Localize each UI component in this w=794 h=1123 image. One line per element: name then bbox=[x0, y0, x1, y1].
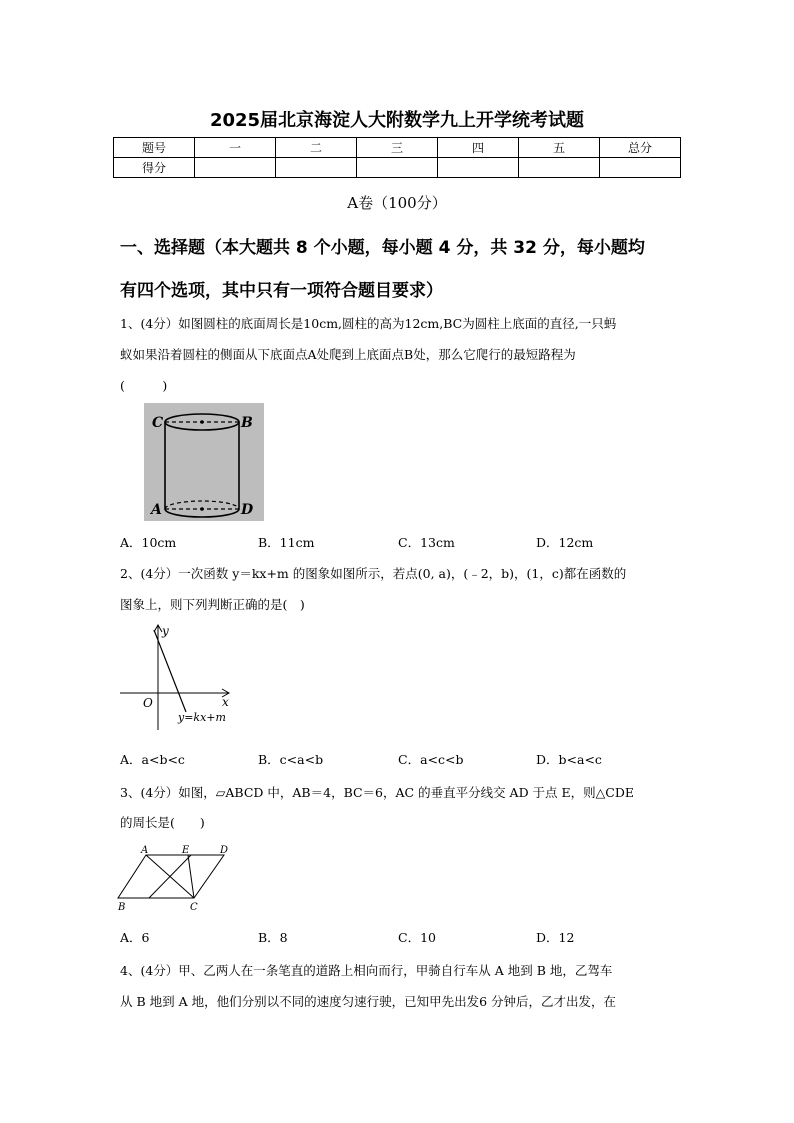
label-y: y bbox=[162, 624, 169, 638]
parallelogram-abcd bbox=[118, 855, 224, 898]
q1-option-a[interactable]: A．10cm bbox=[120, 535, 177, 550]
score-header-cell: 一 bbox=[195, 138, 276, 158]
q4-text-line1: 4、(4分）甲、乙两人在一条笔直的道路上相向而行，甲骑自行车从 A 地到 B 地，乙驾车 bbox=[120, 963, 613, 978]
q3-option-b[interactable]: B．8 bbox=[258, 930, 288, 945]
label-c: C bbox=[190, 902, 198, 913]
q2-option-c[interactable]: C．a<c<b bbox=[398, 752, 464, 767]
section-title: A卷（100分） bbox=[347, 194, 447, 212]
label-origin: O bbox=[143, 696, 153, 710]
q3-parallelogram-figure bbox=[116, 843, 236, 915]
score-cell bbox=[600, 158, 681, 178]
q2-text-line2: 图象上，则下列判断正确的是( ) bbox=[120, 597, 305, 612]
label-x: x bbox=[222, 695, 229, 709]
q3-text-line2: 的周长是( ) bbox=[120, 815, 205, 830]
score-table bbox=[113, 137, 681, 178]
label-d: D bbox=[220, 845, 229, 856]
score-header-cell: 三 bbox=[357, 138, 438, 158]
q2-graph-figure bbox=[118, 620, 240, 730]
score-cell bbox=[195, 158, 276, 178]
q3-text-line1: 3、(4分）如图，▱ABCD 中，AB＝4，BC＝6，AC 的垂直平分线交 AD 于点 E，则△CDE bbox=[120, 785, 634, 800]
label-b: B bbox=[241, 415, 253, 431]
q1-text-line1: 1、(4分）如图圆柱的底面周长是10cm,圆柱的高为12cm,BC为圆柱上底面的直径,一只蚂 bbox=[120, 316, 617, 331]
score-cell bbox=[276, 158, 357, 178]
label-b: B bbox=[118, 902, 126, 913]
perpendicular-bisector bbox=[149, 855, 191, 898]
q1-option-b[interactable]: B．11cm bbox=[258, 535, 315, 550]
label-e: E bbox=[182, 845, 190, 856]
q4-text-line2: 从 B 地到 A 地，他们分别以不同的速度匀速行驶，已知甲先出发6 分钟后，乙才出发，在 bbox=[120, 994, 617, 1009]
score-header-cell: 总分 bbox=[600, 138, 681, 158]
page-title: 2025届北京海淀人大附数学九上开学统考试题 bbox=[209, 110, 585, 131]
q3-option-c[interactable]: C．10 bbox=[398, 930, 436, 945]
q2-option-d[interactable]: D．b<a<c bbox=[536, 752, 602, 767]
q1-answer-blank: ( ) bbox=[120, 378, 168, 393]
score-header-cell: 题号 bbox=[114, 138, 195, 158]
function-line bbox=[154, 630, 186, 712]
score-cell bbox=[519, 158, 600, 178]
q1-option-d[interactable]: D．12cm bbox=[536, 535, 594, 550]
score-row-label: 得分 bbox=[114, 158, 195, 178]
label-d: D bbox=[241, 502, 254, 518]
top-center-dot bbox=[200, 420, 204, 424]
part-heading-line2: 有四个选项，其中只有一项符合题目要求） bbox=[120, 281, 443, 301]
label-equation: y=kx+m bbox=[178, 711, 226, 724]
score-table-score-row bbox=[114, 158, 681, 178]
score-cell bbox=[357, 158, 438, 178]
q2-option-a[interactable]: A．a<b<c bbox=[120, 752, 185, 767]
part-heading-line1: 一、选择题（本大题共 8 个小题，每小题 4 分，共 32 分，每小题均 bbox=[120, 238, 645, 258]
score-cell bbox=[438, 158, 519, 178]
q3-option-d[interactable]: D．12 bbox=[536, 930, 575, 945]
label-a: A bbox=[151, 502, 162, 518]
score-header-cell: 五 bbox=[519, 138, 600, 158]
score-table-header-row bbox=[114, 138, 681, 158]
label-c: C bbox=[152, 415, 164, 431]
q1-cylinder-figure bbox=[144, 403, 264, 521]
q1-text-line2: 蚁如果沿着圆柱的侧面从下底面点A处爬到上底面点B处，那么它爬行的最短路程为 bbox=[120, 347, 576, 362]
q1-option-c[interactable]: C．13cm bbox=[398, 535, 455, 550]
q3-option-a[interactable]: A．6 bbox=[120, 930, 150, 945]
bottom-center-dot bbox=[200, 507, 204, 511]
q2-text-line1: 2、(4分）一次函数 y＝kx+m 的图象如图所示，若点(0, a)，(﹣2，b)，(1，c)都在函数的 bbox=[120, 566, 627, 581]
segment-ec bbox=[188, 855, 194, 898]
label-a: A bbox=[141, 845, 149, 856]
score-header-cell: 四 bbox=[438, 138, 519, 158]
q2-option-b[interactable]: B．c<a<b bbox=[258, 752, 324, 767]
score-header-cell: 二 bbox=[276, 138, 357, 158]
